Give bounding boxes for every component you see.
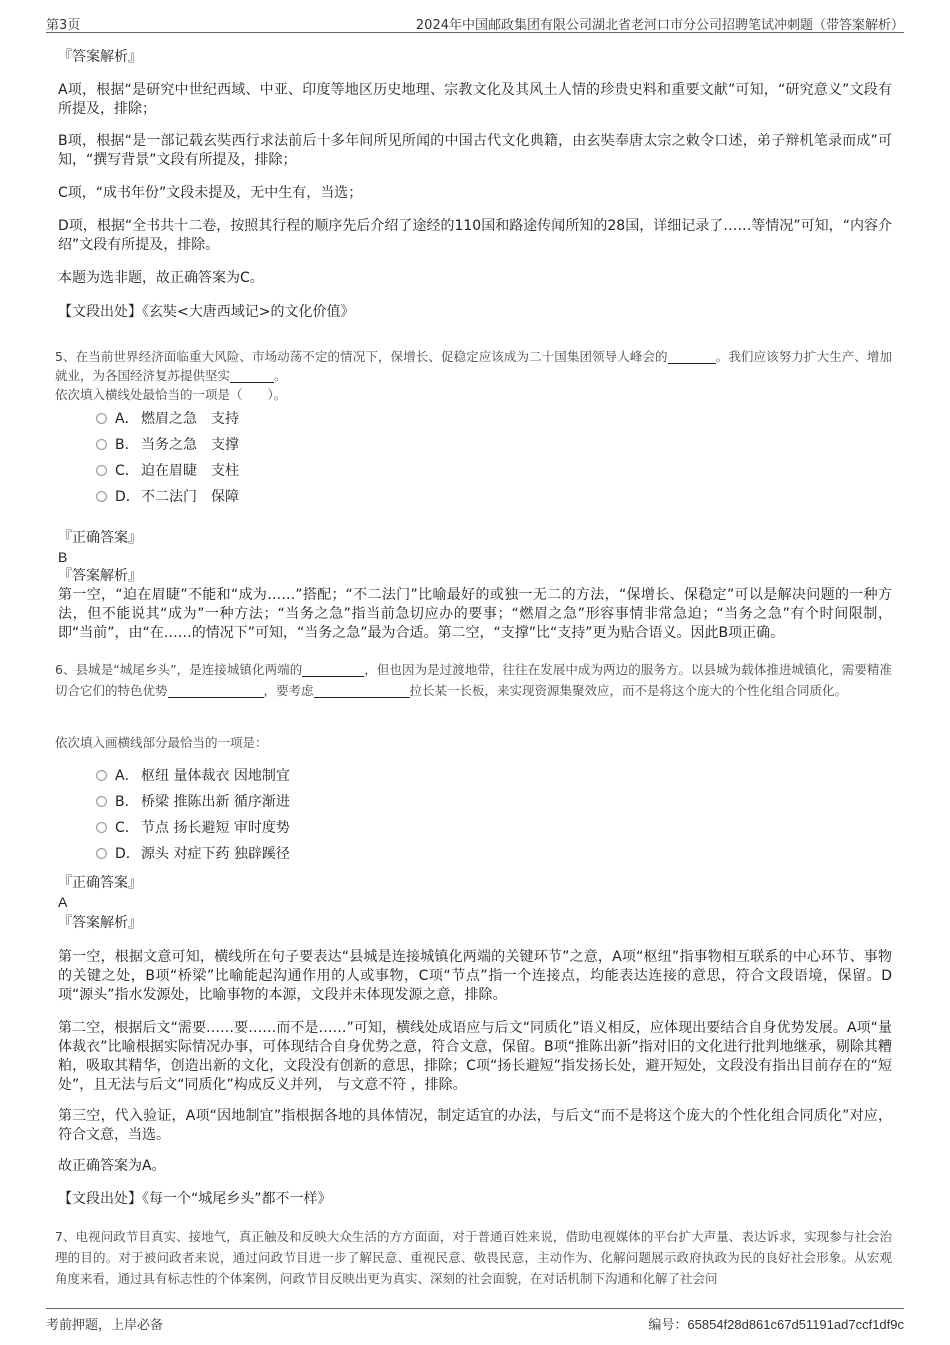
q6-option-b[interactable]: B． 桥梁 推陈出新 循序渐进 (96, 792, 290, 812)
q6-option-a[interactable]: A． 枢纽 量体裁衣 因地制宜 (96, 766, 290, 786)
q5-answer: B (58, 549, 68, 565)
footer-slogan: 考前押题，上岸必备 (46, 1318, 164, 1333)
q4-analysis-c: C项，“成书年份”文段未提及，无中生有，当选； (58, 185, 363, 201)
q5-option-d[interactable]: D．不二法门 保障 (96, 487, 239, 507)
q5-option-a[interactable]: A． 燃眉之急 支持 (96, 409, 239, 429)
q6-option-c[interactable]: C． 节点 扬长避短 审时度势 (96, 818, 290, 838)
q5-analysis-label: 『答案解析』 (58, 568, 142, 584)
q6-answer: A (58, 894, 68, 910)
document-title: 2024年中国邮政集团有限公司湖北省老河口市分公司招聘笔试冲刺题（带答案解析） (415, 18, 904, 33)
q5-instruction: 依次填入横线处最恰当的一项是（ ）。 (55, 387, 287, 402)
blank-line (668, 349, 716, 364)
q4-analysis-d: D项，根据“全书共十二卷，按照其行程的顺序先后介绍了途经的110国和路途传闻所知的28国，详细记录了……等情况”可知，“内容介绍”文段有所提及，排除。 (58, 218, 892, 253)
blank-line (314, 683, 410, 698)
document-code: 编号：65854f28d861c67d51191ad7ccf1df9c (648, 1317, 904, 1332)
radio-button[interactable] (96, 796, 107, 807)
blank-line (302, 662, 364, 677)
page-number: 第3页 (46, 18, 81, 33)
q6-source: 【文段出处】《每一个“城尾乡头”都不一样》 (58, 1191, 332, 1207)
q4-analysis-b: B项，根据“是一部记载玄奘西行求法前后十多年间所见所闻的中国古代文化典籍，由玄奘奉唐太宗之敕令口述，弟子辩机笔录而成”可知，“撰写背景”文段有所提及，排除； (58, 133, 892, 168)
q4-conclusion: 本题为选非题，故正确答案为C。 (58, 270, 264, 286)
q5-option-c[interactable]: C． 迫在眉睫 支柱 (96, 461, 239, 481)
q6-stem: 6、县城是“城尾乡头”，是连接城镇化两端的 ，但也因为是过渡地带，往往在发展中成为两边的服务方。以县城为载体推进城镇化，需要精准切合它们的特色优势 ，要考虑 拉长某一长板，来实现资源集聚效应，而不是将这个庞大的个性化组合同质化。 (55, 662, 892, 698)
q5-answer-label: 『正确答案』 (58, 530, 142, 546)
q6-analysis-p3: 第三空，代入验证，A项“因地制宜”指根据各地的具体情况，制定适宜的办法，与后文“而不是将这个庞大的个性化组合同质化”对应，符合文意，当选。 (58, 1108, 892, 1143)
q6-analysis-label: 『答案解析』 (58, 915, 142, 931)
q6-answer-block (58, 874, 892, 912)
radio-button[interactable] (96, 491, 107, 502)
radio-button[interactable] (96, 848, 107, 859)
q6-analysis-p2: 第二空，根据后文“需要……要……而不是……”可知，横线处成语应与后文“同质化”语义相反，应体现出要结合自身优势发展。A项“量体裁衣”比喻根据实际情况办事，可体现结合自身优势之意，符合文意，保留。B项“推陈出新”指对旧的文化进行批判地继承，剔除其糟粕，吸取其精华，创造出新的文化，文段没有创新的意思，排除；C项“扬长避短”指发扬长处，避开短处，文段没有指出目前存在的“短处”，且无法与后文“同质化”构成反义并列， 与文意不符 ，排除。 (58, 1020, 892, 1093)
radio-button[interactable] (96, 770, 107, 781)
q6-answer-label: 『正确答案』 (58, 875, 142, 891)
q5-option-b[interactable]: B． 当务之急 支撑 (96, 435, 239, 455)
q5-stem: 5、在当前世界经济面临重大风险、市场动荡不定的情况下，保增长、促稳定应该成为二十国集团领导人峰会的 。我们应该努力扩大生产、增加就业，为各国经济复苏提供坚实 。 依次填入横线处最恰当的一项是（ ）。 (55, 349, 892, 402)
q6-option-d[interactable]: D．源头 对症下药 独辟蹊径 (96, 844, 290, 864)
page-header (46, 12, 904, 33)
radio-button[interactable] (96, 465, 107, 476)
q6-conclusion: 故正确答案为A。 (58, 1158, 166, 1174)
blank-line (168, 683, 264, 698)
q4-analysis-a: A项，根据“是研究中世纪西域、中亚、印度等地区历史地理、宗教文化及其风土人情的珍贵史料和重要文献”可知，“研究意义”文段有所提及，排除； (58, 82, 892, 117)
q7-stem: 7、电视问政节目真实、接地气，真正触及和反映大众生活的方方面面，对于普通百姓来说，借助电视媒体的平台扩大声量、表达诉求，实现参与社会治理的目的。对于被问政者来说，通过问政节目进一步了解民意、重视民意、敬畏民意，主动作为、化解问题展示政府执政为民的良好社会形象。从宏观角度来看，通过具有标志性的个体案例，问政节目反映出更为真实、深刻的社会面貌，在对话机制下沟通和化解了社会问 (55, 1229, 892, 1286)
q6-instruction: 依次填入画横线部分最恰当的一项是： (55, 735, 268, 750)
blank-line (230, 368, 274, 383)
radio-button[interactable] (96, 439, 107, 450)
q5-answer-block (58, 529, 892, 643)
q5-analysis: 第一空，“迫在眉睫”不能和“成为……”搭配；“不二法门”比喻最好的或独一无二的方法，“保增长、保稳定”可以是解决问题的一种方法，但不能说其“成为”一种方法；“当务之急”指当前急切应办的要事；“燃眉之急”形容事情非常急迫；“当务之急”有个时间限制，即“当前”，由“在……的情况下”可知，“当务之急”最为合适。第二空，“支撑”比“支持”更为贴合语义。因此B项正确。 (58, 587, 892, 641)
page-footer (46, 1308, 904, 1331)
q6-analysis-p1: 第一空，根据文意可知，横线所在句子要表达“县城是连接城镇化两端的关键环节”之意，A项“枢纽”指事物相互联系的中心环节、事物的关键之处，B项“桥梁”比喻能起沟通作用的人或事物，C项“节点”指一个连接点，均能表达连接的意思，符合文段语境，保留。D项“源头”指水发源处，比喻事物的本源，文段并未体现发源之意，排除。 (58, 949, 892, 1003)
radio-button[interactable] (96, 822, 107, 833)
radio-button[interactable] (96, 413, 107, 424)
q4-source: 【文段出处】《玄奘<大唐西域记>的文化价值》 (58, 304, 355, 320)
q4-analysis-label: 『答案解析』 (58, 49, 142, 65)
